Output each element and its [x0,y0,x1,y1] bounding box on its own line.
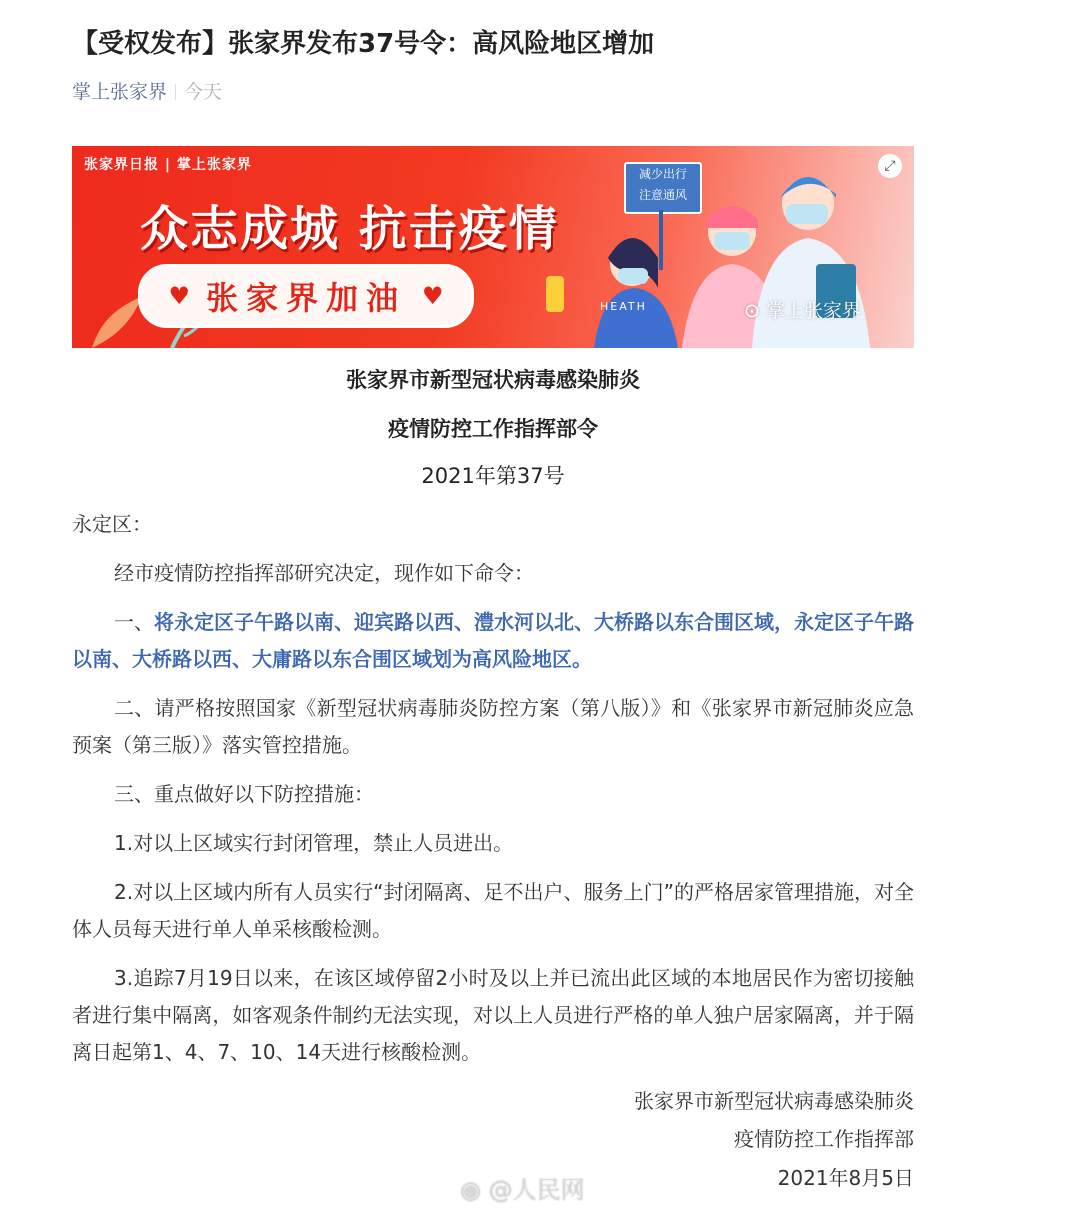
newspaper-logo: 张家界日报 | 掌上张家界 [84,157,252,173]
campaign-banner-image [72,146,914,348]
wechat-icon: ⊙ [744,300,766,322]
leaf-decoration [92,296,142,348]
measure-3-paragraph: 3.追踪7月19日以来，在该区域停留2小时及以上并已流出此区域的本地居民作为密切接触者进行集中隔离，如客观条件制约无法实现，对以上人员进行严格的单人独户居家隔离，并于隔离日起第1、4、7、10、14天进行核酸检测。 [72,966,914,1064]
person-body [594,288,678,348]
item-1-prefix: 一、 [114,610,154,634]
item-1-highlight: 将永定区子午路以南、迎宾路以西、澧水河以北、大桥路以东合围区域，永定区子午路以南、大桥路以西、大庸路以东合围区域划为高风险地区。 [72,610,914,671]
shirt-text: HEATH [600,300,647,313]
weibo-icon: ◉ [460,1176,481,1204]
measure-1-paragraph: 1.对以上区域实行封闭管理，禁止人员进出。 [114,831,514,855]
expand-icon[interactable]: ⤢ [878,154,902,178]
article-meta [72,78,222,106]
measure-2-paragraph: 2.对以上区域内所有人员实行“封闭隔离、足不出户、服务上门”的严格居家管理措施，对全体人员每天进行单人单采核酸检测。 [72,880,914,941]
meta-divider [175,84,176,100]
banner-pill [138,264,474,328]
heart-icon: ♥ [422,282,444,310]
pill-text: 张家界加油 [205,279,406,317]
banner-watermark: ⊙ 掌上张家界 [744,300,861,322]
order-number: 2021年第37号 [421,464,565,488]
intro-paragraph: 经市疫情防控指挥部研究决定，现作如下命令： [114,561,534,585]
article-title: 【受权发布】张家界发布37号令：高风险地区增加 [72,29,655,59]
order-heading-2: 疫情防控工作指挥部令 [388,417,598,441]
publish-date: 今天 [184,81,223,103]
weibo-watermark: ◉ @人民网 [460,1176,585,1204]
author-link[interactable]: 掌上张家界 [72,81,168,103]
item-3-paragraph: 三、重点做好以下防控措施： [114,782,374,806]
sign-line-2: 注意通风 [638,188,687,202]
sign-line-1: 减少出行 [638,167,687,181]
banner-slogan: 众志成城 抗击疫情 [140,201,559,257]
sign-pole [659,210,663,270]
signature-date: 2021年8月5日 [777,1166,914,1190]
protest-sign [624,162,702,214]
item-1-paragraph [72,604,914,678]
signature-line-1: 张家界市新型冠状病毒感染肺炎 [634,1089,914,1113]
item-2-paragraph: 二、请严格按照国家《新型冠状病毒肺炎防控方案（第八版）》和《张家界市新冠肺炎应急预案（第三版）》落实管控措施。 [72,696,914,757]
signature-line-2: 疫情防控工作指挥部 [734,1127,914,1151]
addressee: 永定区： [72,512,152,536]
order-heading-1: 张家界市新型冠状病毒感染肺炎 [346,368,640,392]
heart-icon: ♥ [168,282,190,310]
